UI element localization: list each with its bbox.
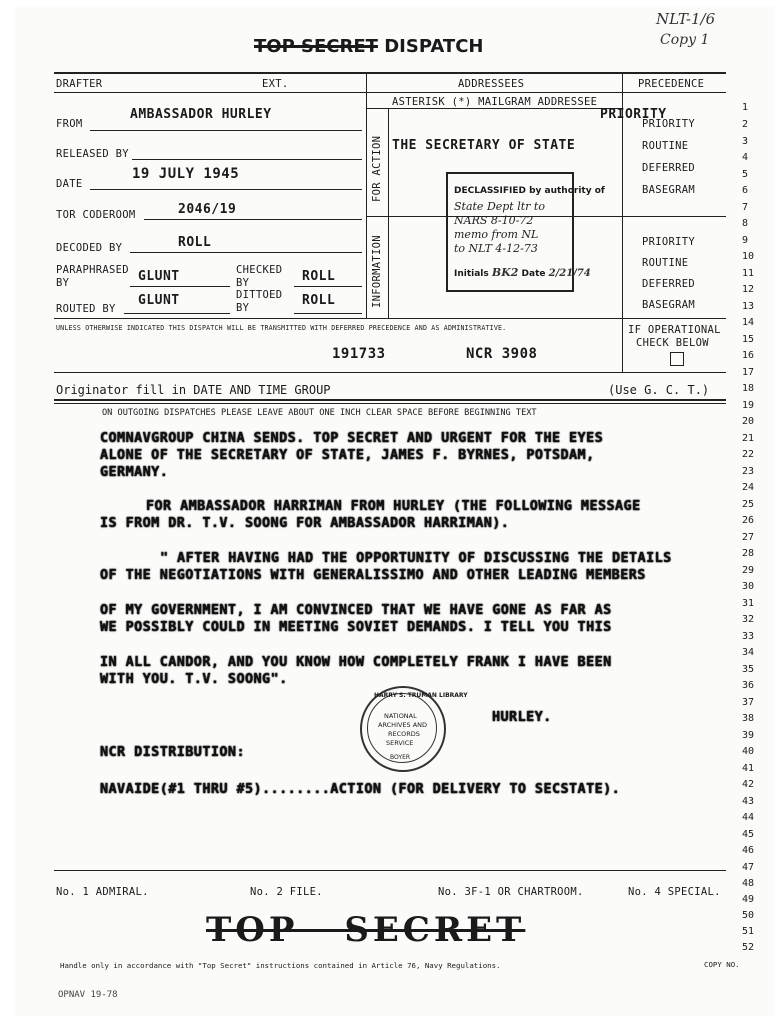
line-number: 8 [742,218,749,229]
footer-classification: TOP SECRET [206,910,526,950]
precedence-action-basegram: BASEGRAM [642,184,695,196]
ncr-number: NCR 3908 [466,346,538,362]
initials-value: BK2 [491,266,519,279]
line-number: 41 [742,763,755,774]
field-underline [130,252,362,253]
field-underline [130,286,230,287]
date-stamp-label: Date [521,269,546,279]
line-number: 50 [742,910,755,921]
precedence-action-deferred: DEFERRED [642,162,695,174]
line-number: 1 [742,102,749,113]
line-number: 4 [742,152,749,163]
line-number: 30 [742,581,755,592]
field-underline [90,130,362,131]
paraphrased-by-value: GLUNT [138,269,180,284]
rule [54,72,726,74]
line-number: 35 [742,664,755,675]
field-underline [124,313,230,314]
rule [54,403,726,404]
copy-2: No. 2 FILE. [250,886,323,898]
copy-4: No. 4 SPECIAL. [628,886,721,898]
action-addressee: THE SECRETARY OF STATE [392,138,576,153]
line-number: 26 [742,515,755,526]
rule [366,72,367,318]
decoded-by-label: DECODED BY [56,242,123,254]
date-label: DATE [56,178,83,190]
message-line: IN ALL CANDOR, AND YOU KNOW HOW COMPLETELY FRANK I HAVE BEEN [100,654,612,670]
date-stamp-value: 2/21/74 [548,268,591,279]
line-number: 49 [742,894,755,905]
precedence-action-priority: PRIORITY [642,118,695,130]
message-line: IS FROM DR. T.V. SOONG FOR AMBASSADOR HARRIMAN). [100,515,510,531]
message-line: FOR AMBASSADOR HARRIMAN FROM HURLEY (THE FOLLOWING MESSAGE [146,498,641,514]
line-number: 17 [742,367,755,378]
line-number: 13 [742,301,755,312]
dispatch-form [14,6,774,1016]
date-value: 19 JULY 1945 [132,166,240,182]
line-number: 39 [742,730,755,741]
checked-by-label: BY [236,277,250,289]
handling-instructions: Handle only in accordance with "Top Secret" instructions contained in Article 76, Navy Regulations. [60,961,501,970]
seal-ring-text: HARRY S. TRUMAN LIBRARY [374,692,468,699]
message-line: COMNAVGROUP CHINA SENDS. TOP SECRET AND URGENT FOR THE EYES [100,430,604,446]
line-number: 33 [742,631,755,642]
message-line: GERMANY. [100,464,169,480]
declassified-hand-3: memo from NL [454,228,539,241]
field-underline [294,313,362,314]
copy-annotation: Copy 1 [660,32,710,48]
rule [54,318,726,319]
line-number: 42 [742,779,755,790]
line-number: 19 [742,400,755,411]
seal-center-1: NATIONAL [384,712,417,720]
line-number: 46 [742,845,755,856]
declassified-text: DECLASSIFIED by authority of [454,186,605,196]
message-line: OF MY GOVERNMENT, I AM CONVINCED THAT WE HAVE GONE AS FAR AS [100,602,612,618]
field-underline [294,286,362,287]
rule [388,108,389,318]
line-number: 10 [742,251,755,262]
from-value: AMBASSADOR HURLEY [130,107,272,122]
message-line: OF THE NEGOTIATIONS WITH GENERALISSIMO AND OTHER LEADING MEMBERS [100,567,646,583]
for-action-label: FOR ACTION [371,135,383,202]
line-number: 48 [742,878,755,889]
line-number: 28 [742,548,755,559]
message-line: WITH YOU. T.V. SOONG". [100,671,288,687]
line-number: 18 [742,383,755,394]
seal-bottom: BOYER [390,754,411,761]
paraphrased-by-label: BY [56,277,70,289]
dittoed-label: DITTOED [236,289,283,301]
line-number: 38 [742,713,755,724]
message-line: WE POSSIBLY COULD IN MEETING SOVIET DEMANDS. I TELL YOU THIS [100,619,612,635]
line-number: 43 [742,796,755,807]
line-number: 52 [742,942,755,953]
tor-coderoom-value: 2046/19 [178,202,237,217]
line-number: 44 [742,812,755,823]
operational-label-1: IF OPERATIONAL [628,324,721,336]
copy-number-label: COPY NO. [704,960,740,969]
seal-center-2: ARCHIVES AND [378,721,428,729]
seal-center-3: RECORDS [388,730,420,738]
rule [54,870,726,871]
field-underline [90,189,362,190]
precedence-label: PRECEDENCE [638,78,705,90]
line-number: 21 [742,433,755,444]
transmission-notice: UNLESS OTHERWISE INDICATED THIS DISPATCH WILL BE TRANSMITTED WITH DEFERRED PRECEDENCE AND AS ADMINISTRATIVE. [56,324,507,332]
line-number: 36 [742,680,755,691]
line-number: 45 [742,829,755,840]
precedence-info-deferred: DEFERRED [642,278,695,290]
line-number: 24 [742,482,755,493]
addressees-label: ADDRESSEES [458,78,525,90]
line-number: 23 [742,466,755,477]
checked-label: CHECKED [236,264,283,276]
gct-instruction: (Use G. C. T.) [608,383,710,397]
line-number: 51 [742,926,755,937]
line-number: 3 [742,136,749,147]
message-line: ALONE OF THE SECRETARY OF STATE, JAMES F. BYRNES, POTSDAM, [100,447,595,463]
ext-label: EXT. [262,78,289,90]
archival-annotation: NLT-1/6 [656,10,716,28]
released-by-label: RELEASED BY [56,148,129,160]
line-number: 40 [742,746,755,757]
line-number: 27 [742,532,755,543]
decoded-by-value: ROLL [178,235,212,250]
message-line: " AFTER HAVING HAD THE OPPORTUNITY OF DISCUSSING THE DETAILS [160,550,672,566]
precedence-info-routine: ROUTINE [642,257,689,269]
declassified-stamp [446,172,605,292]
line-number: 12 [742,284,755,295]
line-number: 11 [742,268,755,279]
line-number: 15 [742,334,755,345]
line-number: 16 [742,350,755,361]
rule [54,399,726,401]
line-number: 14 [742,317,755,328]
outgoing-note: ON OUTGOING DISPATCHES PLEASE LEAVE ABOUT ONE INCH CLEAR SPACE BEFORE BEGINNING TEXT [102,408,537,418]
line-number: 47 [742,862,755,873]
checked-by-value: ROLL [302,269,336,284]
line-number: 32 [742,614,755,625]
line-number: 31 [742,598,755,609]
precedence-info-priority: PRIORITY [642,236,695,248]
line-number: 5 [742,169,749,180]
copy-1: No. 1 ADMIRAL. [56,886,149,898]
information-label: INFORMATION [371,235,383,308]
line-number: 9 [742,235,749,246]
line-number: 7 [742,202,749,213]
line-number: 22 [742,449,755,460]
line-number: 2 [742,119,749,130]
drafter-label: DRAFTER [56,78,103,90]
precedence-info-basegram: BASEGRAM [642,299,695,311]
operational-checkbox[interactable] [670,352,684,366]
priority-typed: PRIORITY [600,107,667,122]
line-number: 25 [742,499,755,510]
ncr-distribution: NCR DISTRIBUTION: [100,744,245,760]
field-underline [132,159,362,160]
rule [54,372,726,373]
navaide-line: NAVAIDE(#1 THRU #5)........ACTION (FOR DELIVERY TO SECSTATE). [100,781,621,797]
rule [366,108,622,109]
form-title: DISPATCH [384,36,484,57]
dittoed-by-label: BY [236,302,250,314]
field-underline [144,219,362,220]
date-time-group: 191733 [332,346,386,362]
archives-seal [360,686,468,772]
operational-label-2: CHECK BELOW [636,337,709,349]
declassified-hand-2: NARS 8-10-72 [454,214,534,227]
paraphrased-label: PARAPHRASED [56,264,129,276]
seal-center-4: SERVICE [386,739,414,747]
precedence-action-routine: ROUTINE [642,140,689,152]
asterisk-label: ASTERISK (*) MAILGRAM ADDRESSEE [392,96,598,108]
line-number: 6 [742,185,749,196]
form-number: OPNAV 19-78 [58,990,118,1000]
from-label: FROM [56,118,83,130]
rule [54,92,726,93]
line-number: 20 [742,416,755,427]
routed-by-label: ROUTED BY [56,303,116,315]
line-number: 29 [742,565,755,576]
copy-3: No. 3F-1 OR CHARTROOM. [438,886,584,898]
message-signature: HURLEY. [492,709,552,725]
declassified-hand-4: to NLT 4-12-73 [454,242,538,255]
declassified-hand-1: State Dept ltr to [454,200,545,213]
struck-classification: TOP SECRET [254,36,378,57]
tor-coderoom-label: TOR CODEROOM [56,209,136,221]
originator-instruction: Originator fill in DATE AND TIME GROUP [56,383,331,397]
line-number: 37 [742,697,755,708]
form-header [254,36,483,57]
routed-by-value: GLUNT [138,293,180,308]
declassified-initials-row [454,266,591,279]
initials-label: Initials [454,269,489,279]
line-number: 34 [742,647,755,658]
dittoed-by-value: ROLL [302,293,336,308]
